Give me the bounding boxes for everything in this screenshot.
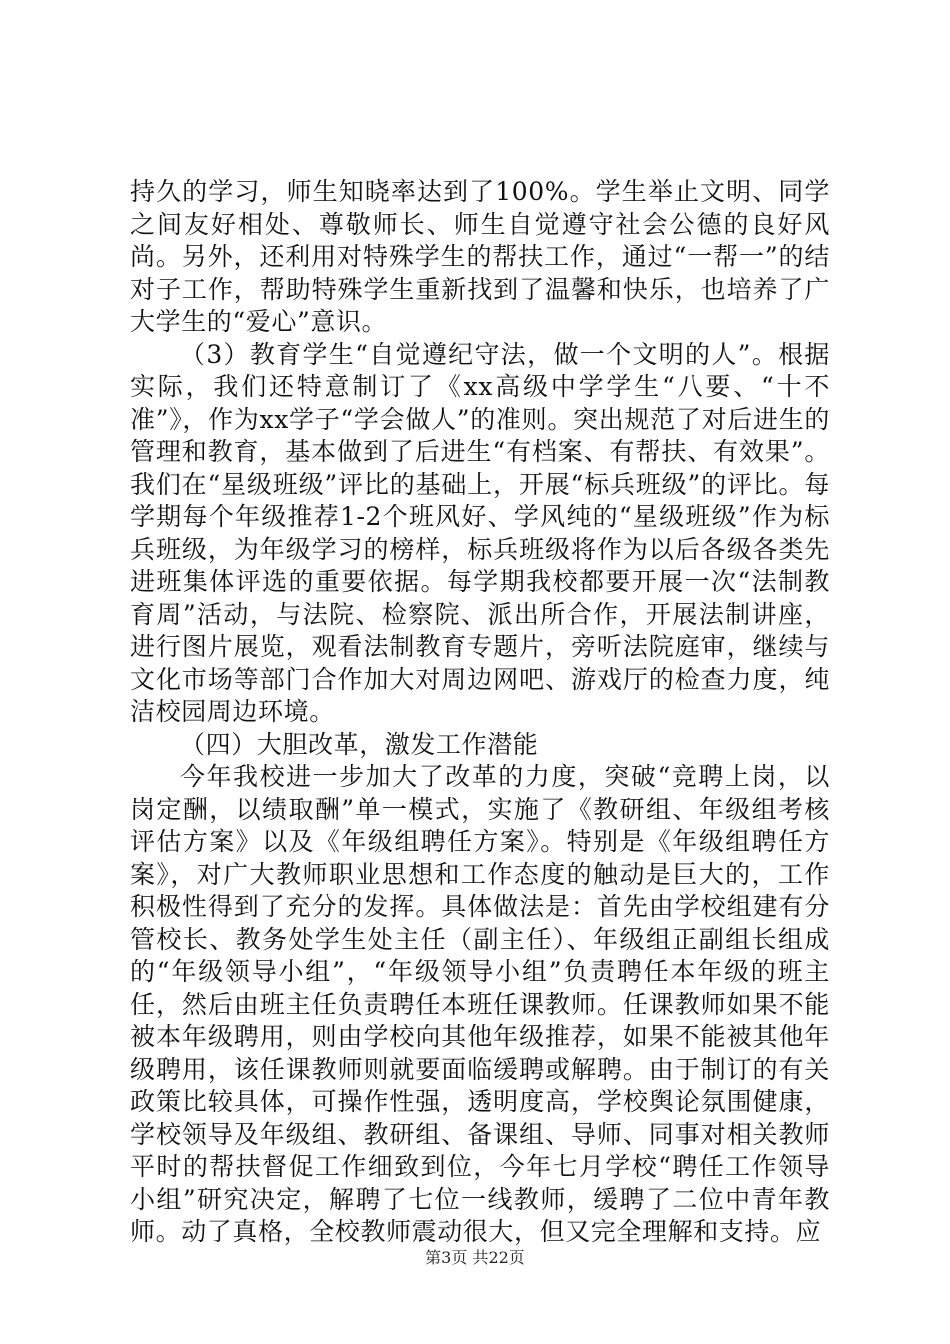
paragraph-discipline-education: （3）教育学生“自觉遵纪守法，做一个文明的人”。根据实际，我们还特意制订了《xx高级中学学生“八要、“十不准”》，作为xx学子“学会做人”的准则。突出规范了对后进生的管理和教育，基本做到了后进生“有档案、有帮扶、有效果”。我们在“星级班级”评比的基础上，开展“标兵班级”的评比。每学期每个年级推荐1-2个班风好、学风纯的“星级班级”作为标兵班级，为年级学习的榜样，标兵班级将作为以后各级各类先进班集体评选的重要依据。每学期我校都要开展一次“法制教育周”活动，与法院、检察院、派出所合作，开展法制讲座，进行图片展览，观看法制教育专题片，旁听法院庭审，继续与文化市场等部门合作加大对周边网吧、游戏厅的检查力度，纯洁校园周边环境。 [130,339,830,726]
paragraph-reform: 今年我校进一步加大了改革的力度，突破“竞聘上岗，以岗定酬，以绩取酬”单一模式，实施了《教研组、年级组考核评估方案》以及《年级组聘任方案》。特别是《年级组聘任方案》，对广大教师职业思想和工作态度的触动是巨大的，工作积极性得到了充分的发挥。具体做法是：首先由学校组建有分管校长、教务处学生处主任（副主任）、年级组正副组长组成的“年级领导小组”，“年级领导小组”负责聘任本年级的班主任，然后由班主任负责聘任本班任课教师。任课教师如果不能被本年级聘用，则由学校向其他年级推荐，如果不能被其他年级聘用，该任课教师则就要面临缓聘或解聘。由于制订的有关政策比较具体，可操作性强，透明度高，学校舆论氛围健康，学校领导及年级组、教研组、备课组、导师、同事对相关教师平时的帮扶督促工作细致到位，今年七月学校“聘任工作领导小组”研究决定，解聘了七位一线教师，缓聘了二位中青年教师。动了真格，全校教师震动很大，但又完全理解和支持。应 [130,762,830,1246]
page-number-footer: 第3页 共22页 [425,1248,525,1267]
section-heading-reform: （四）大胆改革，激发工作潜能 [180,729,539,759]
paragraph-continuation: 持久的学习，师生知晓率达到了100%。学生举止文明、同学之间友好相处、尊敬师长、师生自觉遵守社会公德的良好风尚。另外，还利用对特殊学生的帮扶工作，通过“一帮一”的结对子工作，帮助特殊学生重新找到了温馨和快乐，也培养了广大学生的“爱心”意识。 [130,177,830,336]
document-body [130,176,830,1249]
